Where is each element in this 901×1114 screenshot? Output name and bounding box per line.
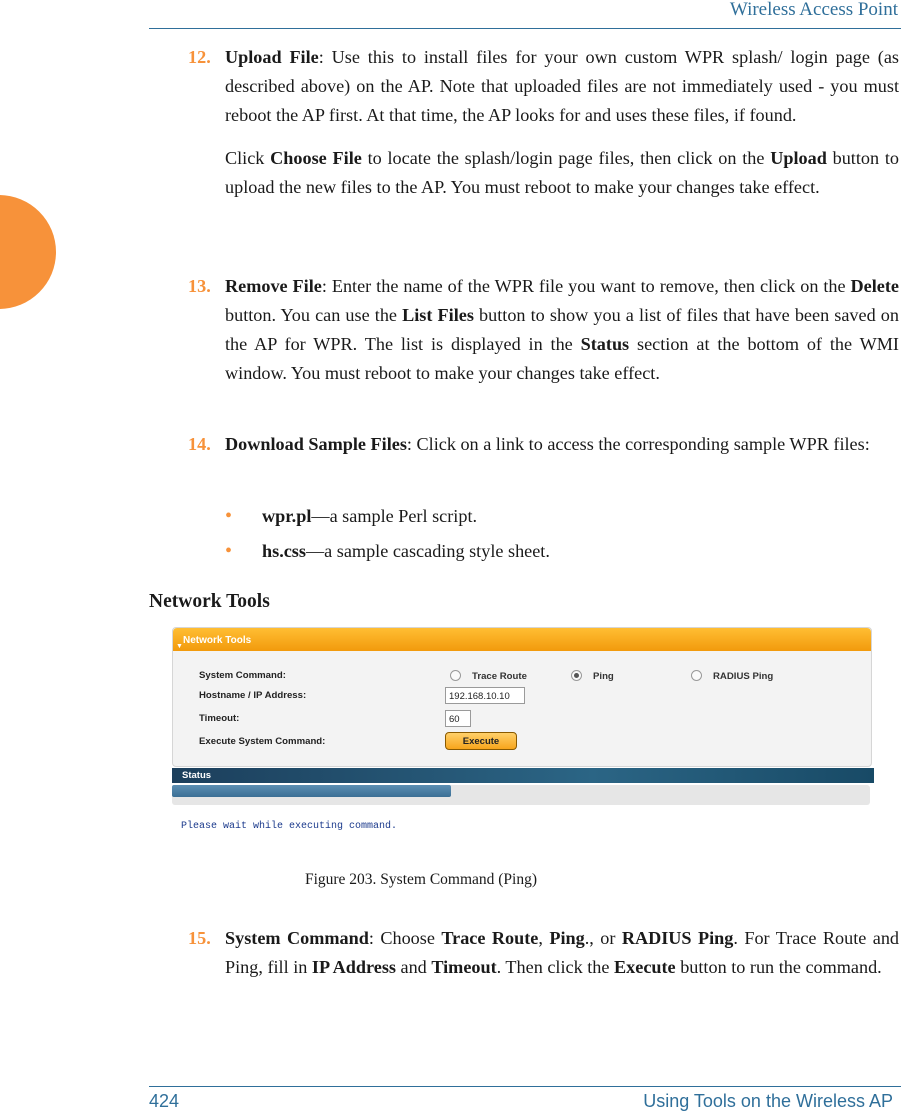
footer-rule	[149, 1086, 901, 1087]
item-term: System Command	[225, 928, 369, 948]
collapse-triangle-icon[interactable]: ▼	[176, 643, 183, 650]
hostname-input[interactable]: 192.168.10.10	[445, 687, 525, 704]
figure-caption: Figure 203. System Command (Ping)	[304, 871, 538, 888]
item-number: 14.	[188, 434, 211, 454]
list-item-13	[188, 272, 899, 388]
item-paragraph: Remove File: Enter the name of the WPR file you want to remove, then click on the Delete button. You can use the List Files button to show you a list of files that have been saved on the AP for WPR. The list is displayed in the Status section at the bottom of the WMI window. You must reboot to make your changes take effect.	[225, 276, 900, 383]
timeout-input[interactable]: 60	[445, 710, 471, 727]
list-item-14	[188, 430, 899, 459]
section-heading: Network Tools	[149, 591, 270, 612]
page-number: 424	[149, 1091, 180, 1111]
list-item-15	[188, 924, 899, 982]
running-header-title: Wireless Access Point	[729, 0, 898, 20]
network-tools-screenshot	[172, 627, 874, 839]
radio-ping[interactable]	[571, 670, 582, 681]
item-paragraph: System Command: Choose Trace Route, Ping., or RADIUS Ping. For Trace Route and Ping, fill in IP Address and Timeout. Then click the Execute button to run the command.	[225, 928, 900, 977]
footer-section-title: Using Tools on the Wireless AP	[643, 1091, 893, 1111]
bullet-item: • hs.css—a sample cascading style sheet.	[225, 537, 899, 566]
panel-title: Network Tools	[183, 635, 252, 646]
radio-trace-route[interactable]	[450, 670, 461, 681]
item-subparagraph: Click Choose File to locate the splash/login page files, then click on the Upload button to upload the new files to the AP. You must reboot to make your changes take effect.	[225, 148, 899, 197]
timeout-label: Timeout:	[199, 713, 240, 724]
execute-system-command-label: Execute System Command:	[199, 736, 326, 747]
sample-file-link[interactable]: wpr.pl	[262, 506, 312, 526]
header-rule	[149, 28, 901, 29]
radio-radius-ping[interactable]	[691, 670, 702, 681]
item-number: 13.	[188, 276, 211, 296]
hostname-label: Hostname / IP Address:	[199, 690, 307, 701]
radio-label-trace-route: Trace Route	[472, 671, 527, 682]
system-command-label: System Command:	[199, 670, 286, 681]
bullet-dot-icon: •	[225, 540, 233, 562]
radio-label-ping: Ping	[593, 671, 614, 682]
status-message: Please wait while executing command.	[181, 821, 398, 832]
bullet-dot-icon: •	[225, 505, 233, 527]
network-tools-panel	[172, 627, 872, 767]
item-number: 15.	[188, 928, 211, 948]
list-item-12	[188, 43, 899, 202]
bullet-item: • wpr.pl—a sample Perl script.	[225, 502, 899, 531]
sample-file-link[interactable]: hs.css	[262, 541, 306, 561]
chapter-side-tab	[0, 195, 56, 309]
item-paragraph: Download Sample Files: Click on a link to access the corresponding sample WPR files:	[225, 434, 870, 454]
item-number: 12.	[188, 47, 211, 67]
status-progress-track	[172, 785, 870, 805]
item-term: Download Sample Files	[225, 434, 407, 454]
panel-header	[173, 628, 871, 651]
execute-button[interactable]: Execute	[445, 732, 517, 750]
item-term: Upload File	[225, 47, 319, 67]
radio-label-radius-ping: RADIUS Ping	[713, 671, 774, 682]
item-term: Remove File	[225, 276, 322, 296]
status-bar: Status	[172, 768, 874, 783]
status-progress-fill	[172, 785, 451, 797]
item-paragraph: Upload File: Use this to install files for your own custom WPR splash/ login page (as described above) on the AP. Note that uploaded files are not immediately used - you must reboot the AP first. At that time, the AP looks for and uses these files, if found.	[225, 47, 900, 125]
